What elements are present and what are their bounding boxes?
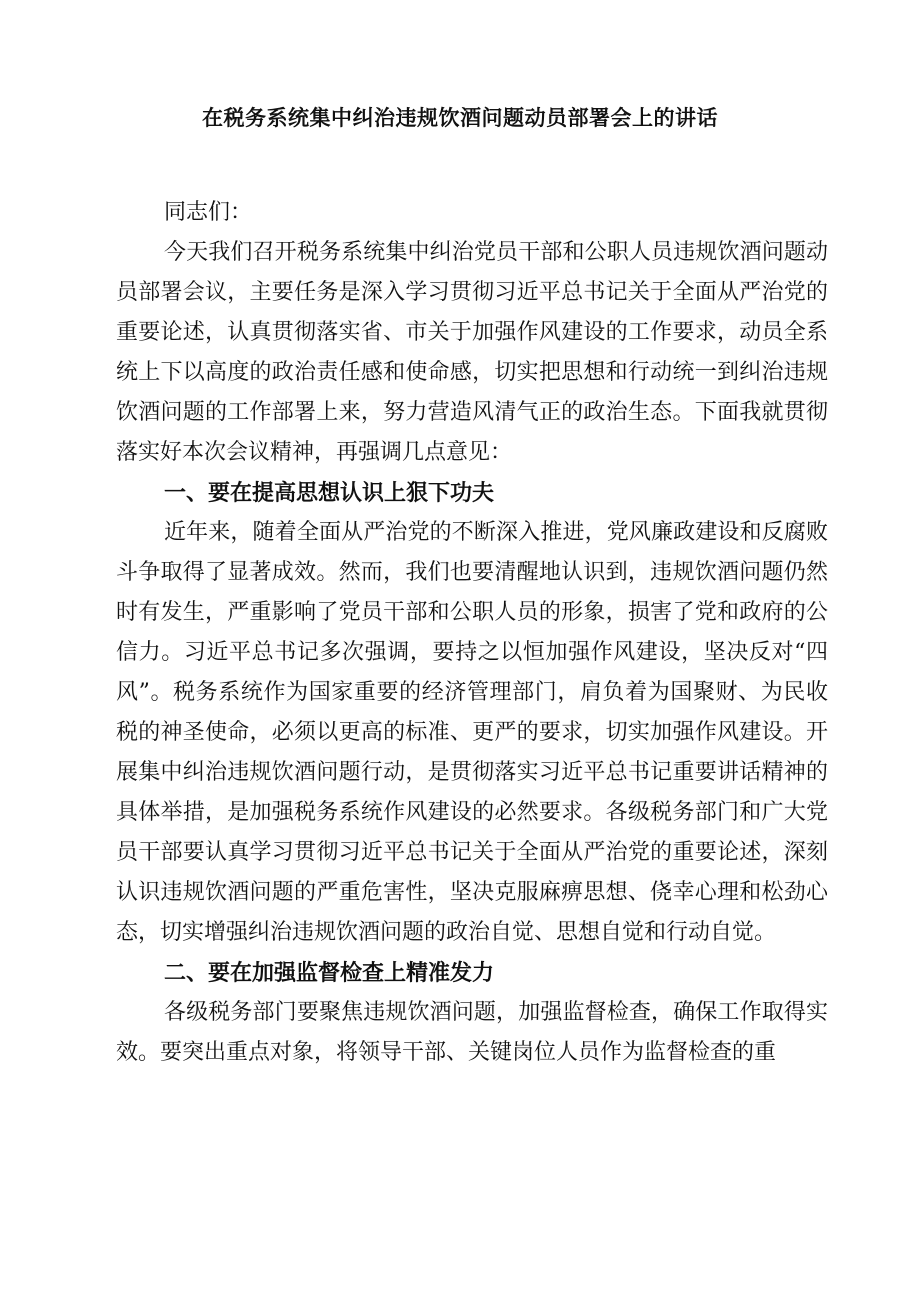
section-paragraph-2: 各级税务部门要聚焦违规饮酒问题，加强监督检查，确保工作取得实效。要突出重点对象，将领导干部、关键岗位人员作为监督检查的重 bbox=[116, 1000, 828, 1065]
document-body bbox=[116, 193, 828, 1073]
intro-paragraph: 今天我们召开税务系统集中纠治党员干部和公职人员违规饮酒问题动员部署会议，主要任务是深入学习贯彻习近平总书记关于全面从严治党的重要论述，认真贯彻落实省、市关于加强作风建设的工作要求，动员全系统上下以高度的政治责任感和使命感，切实把思想和行动统一到纠治违规饮酒问题的工作部署上来，努力营造风清气正的政治生态。下面我就贯彻落实好本次会议精神，再强调几点意见： bbox=[116, 240, 828, 465]
section-paragraph-1: 近年来，随着全面从严治党的不断深入推进，党风廉政建设和反腐败斗争取得了显著成效。然而，我们也要清醒地认识到，违规饮酒问题仍然时有发生，严重影响了党员干部和公职人员的形象，损害了党和政府的公信力。习近平总书记多次强调，要持之以恒加强作风建设，坚决反对“四风”。税务系统作为国家重要的经济管理部门，肩负着为国聚财、为民收税的神圣使命，必须以更高的标准、更严的要求，切实加强作风建设。开展集中纠治违规饮酒问题行动，是贯彻落实习近平总书记重要讲话精神的具体举措，是加强税务系统作风建设的必然要求。各级税务部门和广大党员干部要认真学习贯彻习近平总书记关于全面从严治党的重要论述，深刻认识违规饮酒问题的严重危害性，坚决克服麻痹思想、侥幸心理和松劲心态，切实增强纠治违规饮酒问题的政治自觉、思想自觉和行动自觉。 bbox=[116, 520, 828, 945]
document-title: 在税务系统集中纠治违规饮酒问题动员部署会上的讲话 bbox=[202, 105, 718, 130]
section-heading-2: 二、要在加强监督检查上精准发力 bbox=[164, 960, 495, 986]
salutation: 同志们： bbox=[164, 200, 253, 225]
section-heading-1: 一、要在提高思想认识上狠下功夫 bbox=[164, 480, 495, 506]
